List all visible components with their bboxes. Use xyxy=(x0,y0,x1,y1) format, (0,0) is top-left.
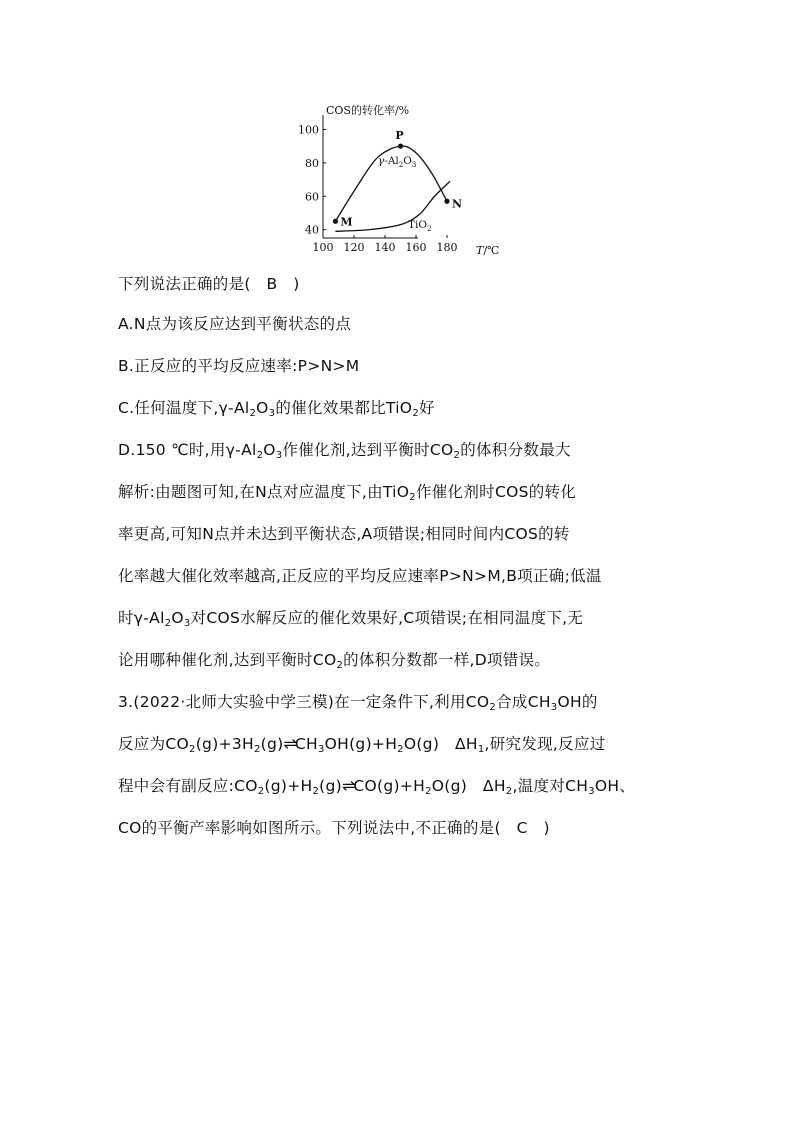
series-label-gamma-al2o3: $\gamma-Al_2O_3$ xyxy=(378,155,417,169)
option-b: B.正反应的平均反应速率:P>N>M xyxy=(118,357,360,375)
x-axis-label: T/℃ xyxy=(476,244,500,257)
point-label-m: M xyxy=(340,215,353,229)
analysis-line-5: 论用哪种催化剂,达到平衡时$CO_2$的体积分数都一样,D项错误。 xyxy=(118,651,551,671)
x-tick-label: 140 xyxy=(374,241,396,254)
option-a: A.N点为该反应达到平衡状态的点 xyxy=(118,315,352,333)
chart-point-markers xyxy=(333,129,462,228)
point-p xyxy=(398,144,403,149)
analysis-line-1: 解析:由题图可知,在N点对应温度下,由TiO$_2$作催化剂时COS的转化 xyxy=(118,483,577,503)
equilibrium-arrow-icon: ⇌ xyxy=(342,776,354,795)
option-c: C.任何温度下$,\gamma-Al_2O_3$的催化效果都比TiO$_2$好 xyxy=(118,399,435,419)
x-tick-label: 100 xyxy=(312,241,334,254)
question-stem: 下列说法正确的是( B ) xyxy=(118,275,300,293)
point-n xyxy=(444,199,449,204)
question-3-stem: 3.(2022·北师大实验中学三模)在一定条件下,利用$CO_2$合成$CH_3OH$的 xyxy=(118,693,598,713)
y-axis-label: COS的转化率/% xyxy=(326,104,410,117)
point-m xyxy=(333,219,338,224)
series-label-tio2: TiO$_2$ xyxy=(408,219,432,233)
analysis-line-4: 时$\gamma-Al_2O_3$对COS水解反应的催化效果好,C项错误;在相同温度下,无 xyxy=(118,609,584,629)
question-3-prompt: CO的平衡产率影响如图所示。下列说法中,不正确的是( C ) xyxy=(118,819,550,837)
cos-conversion-chart xyxy=(290,98,520,260)
x-tick-label: 120 xyxy=(343,241,365,254)
x-tick-label: 180 xyxy=(436,241,458,254)
question-3-side-reaction: 程中会有副反应$:CO_2(g)+H_2(g)\rightleftharpoons CO(g)+H_2O(g)$ $\Delta H_2$,温度对$CH_3OH$、 xyxy=(118,776,636,797)
question-3-main-reaction: 反应为$CO_2(g)+3H_2(g)\rightleftharpoons CH_3OH(g)+H_2O(g)$ $\Delta H_1$,研究发现,反应过 xyxy=(118,734,606,755)
chart-ticks xyxy=(298,123,458,254)
y-tick-label: 40 xyxy=(305,223,319,237)
analysis-line-3: 化率越大催化效率越高,正反应的平均反应速率P>N>M,B项正确;低温 xyxy=(118,567,602,585)
point-label-n: N xyxy=(452,197,463,211)
point-label-p: P xyxy=(395,129,404,143)
y-tick-label: 100 xyxy=(298,123,319,137)
series-line-tio2 xyxy=(335,181,450,231)
x-tick-label: 160 xyxy=(405,241,427,254)
equilibrium-arrow-icon: ⇌ xyxy=(283,734,295,753)
y-tick-label: 80 xyxy=(305,156,319,170)
y-tick-label: 60 xyxy=(305,190,319,204)
option-d: D.150 ℃时,用$\gamma-Al_2O_3$作催化剂,达到平衡时$CO_2$的体积分数最大 xyxy=(118,441,571,461)
analysis-line-2: 率更高,可知N点并未达到平衡状态,A项错误;相同时间内COS的转 xyxy=(118,525,570,543)
